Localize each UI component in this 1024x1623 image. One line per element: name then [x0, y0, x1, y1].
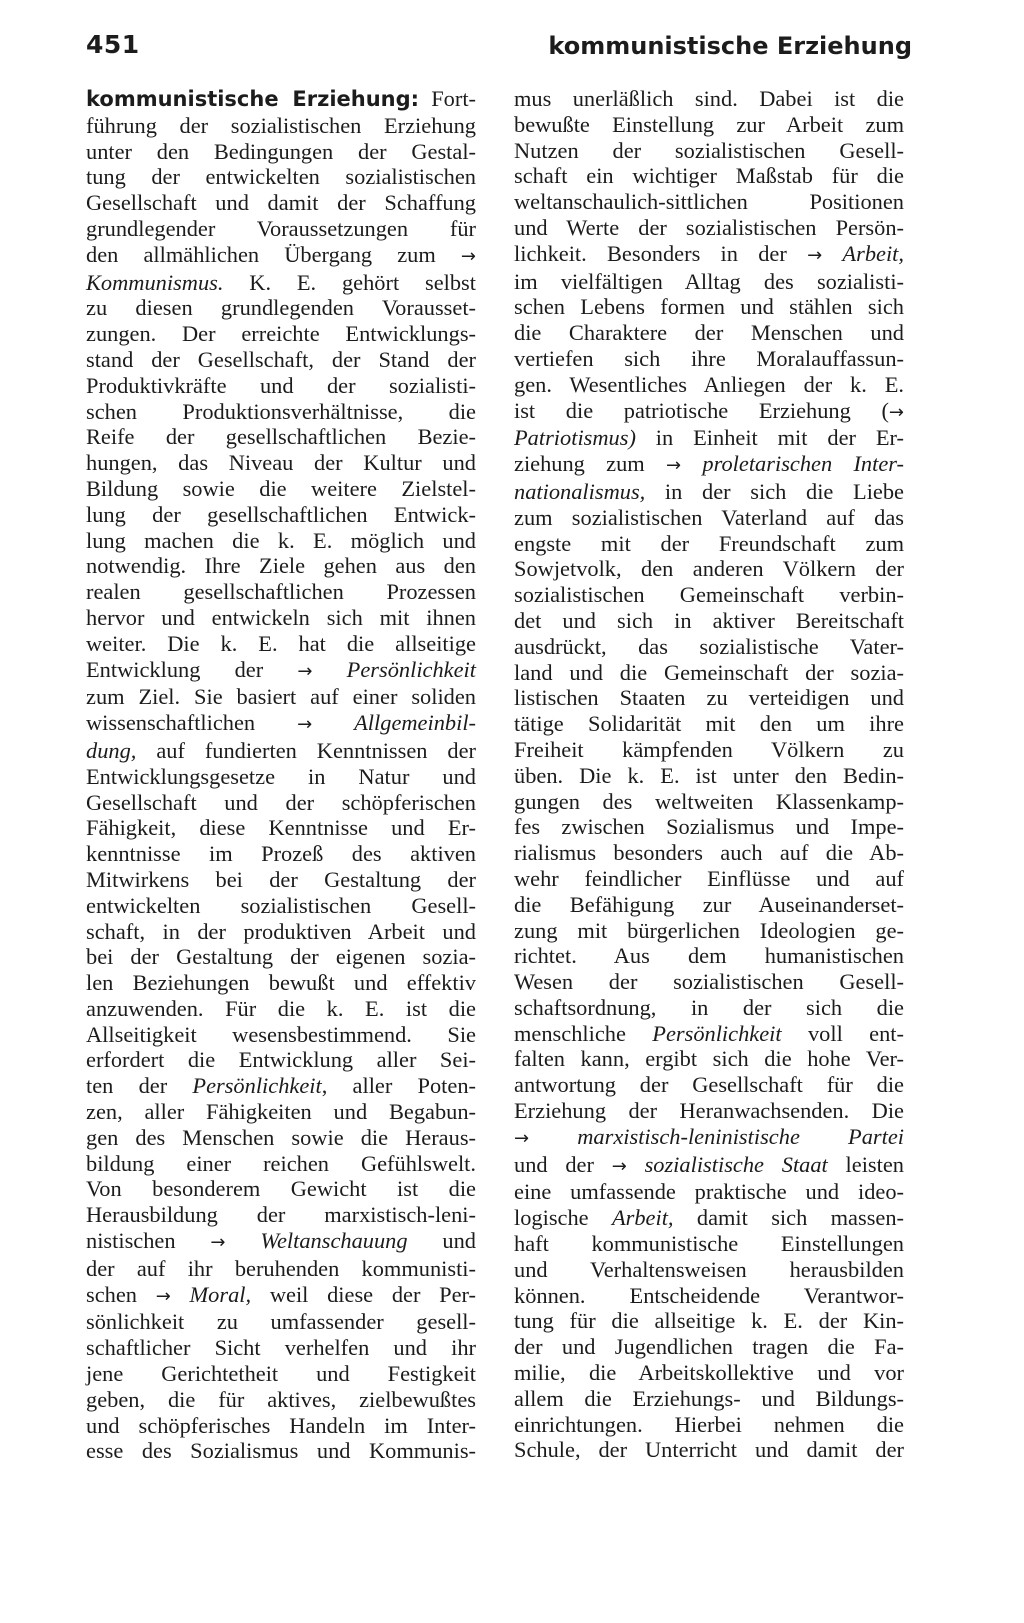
text-line: schaftsordnung, in der sich die — [514, 994, 904, 1020]
text-line: der auf ihr beruhenden kommunisti- — [86, 1255, 476, 1281]
text-line: menschliche Persönlichkeit voll ent- — [514, 1020, 904, 1046]
text-line: den allmählichen Übergang zum → — [86, 241, 476, 267]
text-line: Kommunismus. K. E. gehört selbst — [86, 269, 476, 295]
text-line: zum sozialistischen Vaterland auf das — [514, 504, 904, 530]
text-line: zungen. Der erreichte Entwicklungs- — [86, 321, 476, 347]
text-line: geben, die für aktives, zielbewußtes — [86, 1386, 476, 1412]
text-line: gungen des weltweiten Klassenkamp- — [514, 788, 904, 814]
text-line: mus unerläßlich sind. Dabei ist die — [514, 86, 904, 111]
text-line: führung der sozialistischen Erziehung — [86, 112, 476, 138]
text-line: schen → Moral, weil diese der Per- — [86, 1281, 476, 1307]
cross-reference-term: Persönlichkeit — [652, 1020, 782, 1046]
text-line: fes zwischen Sozialismus und Impe- — [514, 814, 904, 840]
text-line: Freiheit kämpfenden Völkern zu — [514, 736, 904, 762]
cross-reference-term: Persönlichkeit — [346, 656, 476, 682]
text-line: Patriotismus) in Einheit mit der Er- — [514, 425, 904, 451]
text-line: kenntnisse im Prozeß des aktiven — [86, 841, 476, 867]
text-line: lung der gesellschaftlichen Entwick- — [86, 501, 476, 527]
text-line: nistischen → Weltanschauung und — [86, 1228, 476, 1254]
text-line: weiter. Die k. E. hat die allseitige — [86, 630, 476, 656]
text-line: Entwicklung der → Persönlichkeit — [86, 656, 476, 682]
text-line: Sowjetvolk, den anderen Völkern der — [514, 556, 904, 582]
text-line: Mitwirkens bei der Gestaltung der — [86, 866, 476, 892]
text-line: tung der entwickelten sozialistischen — [86, 164, 476, 190]
text-line: schaft ein wichtiger Maßstab für die — [514, 163, 904, 189]
text-line: falten kann, ergibt sich die hohe Ver- — [514, 1046, 904, 1072]
text-line: jene Gerichtetheit und Festigkeit — [86, 1361, 476, 1387]
text-line: wehr feindlicher Einflüsse und auf — [514, 865, 904, 891]
running-head: kommunistische Erziehung — [548, 32, 912, 60]
text-line: können. Entscheidende Verantwor- — [514, 1282, 904, 1308]
text-line: len Beziehungen bewußt und effektiv — [86, 970, 476, 996]
text-line: wissenschaftlichen → Allgemeinbil- — [86, 710, 476, 736]
text-line: grundlegender Voraussetzungen für — [86, 215, 476, 241]
text-line: anzuwenden. Für die k. E. ist die — [86, 995, 476, 1021]
text-line: die Charaktere der Menschen und — [514, 320, 904, 346]
entry-lemma: kommunistische Erziehung: — [86, 87, 420, 111]
text-line: hungen, das Niveau der Kultur und — [86, 450, 476, 476]
cross-reference-term: sozialistische Staat — [644, 1151, 828, 1177]
cross-reference-arrow-icon: → — [888, 401, 904, 423]
text-line: haft kommunistische Einstellungen — [514, 1231, 904, 1257]
text-line: zung mit bürgerlichen Ideologien ge- — [514, 917, 904, 943]
right-column — [514, 86, 904, 1463]
cross-reference-arrow-icon: → — [297, 660, 313, 682]
text-line: schen Produktionsverhältnisse, die — [86, 398, 476, 424]
text-line: tätige Solidarität mit den um ihre — [514, 711, 904, 737]
text-line: logische Arbeit, damit sich massen- — [514, 1205, 904, 1231]
text-line: det und sich in aktiver Bereitschaft — [514, 607, 904, 633]
text-line: hervor und entwickeln sich mit ihnen — [86, 604, 476, 630]
cross-reference-term: Arbeit, — [842, 240, 904, 266]
cross-reference-term: Kommunismus. — [86, 269, 224, 295]
text-line: engste mit der Freundschaft zum — [514, 530, 904, 556]
cross-reference-arrow-icon: → — [210, 1232, 226, 1254]
text-line: ist die patriotische Erziehung (→ — [514, 397, 904, 423]
text-line: realen gesellschaftlichen Prozessen — [86, 579, 476, 605]
cross-reference-term: Allgemeinbil- — [354, 710, 476, 736]
cross-reference-arrow-icon: → — [514, 1127, 530, 1149]
text-line: üben. Die k. E. ist unter den Bedin- — [514, 762, 904, 788]
cross-reference-term: Arbeit, — [611, 1205, 674, 1231]
text-line: sozialistischen Gemeinschaft verbin- — [514, 582, 904, 608]
cross-reference-term: Persönlichkeit — [192, 1073, 322, 1099]
text-line: sönlichkeit zu umfassender gesell- — [86, 1309, 476, 1335]
text-line: schaft, in der produktiven Arbeit und — [86, 918, 476, 944]
text-line: allem die Erziehungs- und Bildungs- — [514, 1385, 904, 1411]
text-line: notwendig. Ihre Ziele gehen aus den — [86, 553, 476, 579]
text-line: nationalismus, in der sich die Liebe — [514, 478, 904, 504]
text-line: Allseitigkeit wesensbestimmend. Sie — [86, 1021, 476, 1047]
text-line: zen, aller Fähigkeiten und Begabun- — [86, 1099, 476, 1125]
cross-reference-term: marxistisch-leninistische Partei — [577, 1123, 904, 1149]
text-line: bei der Gestaltung der eigenen sozia- — [86, 944, 476, 970]
cross-reference-arrow-icon: → — [460, 245, 476, 267]
text-line: Bildung sowie die weitere Zielstel- — [86, 475, 476, 501]
text-line: unter den Bedingungen der Gestal- — [86, 138, 476, 164]
text-line: und Werte der sozialistischen Persön- — [514, 214, 904, 240]
text-line: Produktivkräfte und der sozialisti- — [86, 372, 476, 398]
text-line: ziehung zum → proletarischen Inter- — [514, 451, 904, 477]
text-line: weltanschaulich-sittlichen Positionen — [514, 189, 904, 215]
text-line: gen des Menschen sowie die Heraus- — [86, 1124, 476, 1150]
text-line: erfordert die Entwicklung aller Sei- — [86, 1047, 476, 1073]
text-line: kommunistische Erziehung: Fort- — [86, 86, 476, 111]
text-line: milie, die Arbeitskollektive und vor — [514, 1360, 904, 1386]
cross-reference-term: dung, — [86, 737, 137, 763]
text-line: bildung einer reichen Gefühlswelt. — [86, 1150, 476, 1176]
cross-reference-arrow-icon: → — [155, 1285, 171, 1307]
text-line: und Verhaltensweisen herausbilden — [514, 1256, 904, 1282]
text-line: listischen Staaten zu verteidigen und — [514, 685, 904, 711]
text-line: esse des Sozialismus und Kommunis- — [86, 1438, 476, 1464]
left-column — [86, 86, 476, 1464]
text-line: Gesellschaft und damit der Schaffung — [86, 190, 476, 216]
text-line: der und Jugendlichen tragen die Fa- — [514, 1334, 904, 1360]
text-line: schaftlicher Sicht verhelfen und ihr — [86, 1335, 476, 1361]
text-line: ausdrückt, das sozialistische Vater- — [514, 633, 904, 659]
text-line: schen Lebens formen und stählen sich — [514, 294, 904, 320]
cross-reference-term: Moral, — [189, 1281, 252, 1307]
text-line: Nutzen der sozialistischen Gesell- — [514, 137, 904, 163]
text-line: Fähigkeit, diese Kenntnisse und Er- — [86, 815, 476, 841]
text-line: zum Ziel. Sie basiert auf einer soliden — [86, 684, 476, 710]
text-line: im vielfältigen Alltag des sozialisti- — [514, 268, 904, 294]
text-line: lung machen die k. E. möglich und — [86, 527, 476, 553]
text-line: entwickelten sozialistischen Gesell- — [86, 892, 476, 918]
text-line: Reife der gesellschaftlichen Bezie- — [86, 424, 476, 450]
text-line: rialismus besonders auch auf die Ab- — [514, 840, 904, 866]
text-line: stand der Gesellschaft, der Stand der — [86, 346, 476, 372]
text-line: Wesen der sozialistischen Gesell- — [514, 969, 904, 995]
text-line: antwortung der Gesellschaft für die — [514, 1072, 904, 1098]
cross-reference-term: Weltanschauung — [260, 1228, 408, 1254]
text-line: ten der Persönlichkeit, aller Poten- — [86, 1073, 476, 1099]
cross-reference-term: proletarischen Inter- — [702, 451, 904, 477]
text-line: eine umfassende praktische und ideo- — [514, 1179, 904, 1205]
cross-reference-arrow-icon: → — [807, 244, 823, 266]
cross-reference-arrow-icon: → — [297, 714, 313, 736]
text-line: Schule, der Unterricht und damit der — [514, 1437, 904, 1463]
text-line: land und die Gemeinschaft der sozia- — [514, 659, 904, 685]
text-line: einrichtungen. Hierbei nehmen die — [514, 1411, 904, 1437]
cross-reference-arrow-icon: → — [611, 1155, 627, 1177]
text-line: die Befähigung zur Auseinanderset- — [514, 891, 904, 917]
text-line: Entwicklungsgesetze in Natur und — [86, 763, 476, 789]
text-line: bewußte Einstellung zur Arbeit zum — [514, 111, 904, 137]
page-number: 451 — [86, 30, 140, 59]
text-line: zu diesen grundlegenden Vorausset- — [86, 295, 476, 321]
text-line: Herausbildung der marxistisch-leni- — [86, 1202, 476, 1228]
cross-reference-arrow-icon: → — [666, 455, 682, 477]
cross-reference-term: Patriotismus) — [514, 425, 636, 451]
text-line: lichkeit. Besonders in der → Arbeit, — [514, 240, 904, 266]
text-line: Gesellschaft und der schöpferischen — [86, 789, 476, 815]
text-line: Von besonderem Gewicht ist die — [86, 1176, 476, 1202]
text-line: richtet. Aus dem humanistischen — [514, 943, 904, 969]
text-line: Erziehung der Heranwachsenden. Die — [514, 1098, 904, 1124]
text-line — [514, 1124, 904, 1152]
text-line: und schöpferisches Handeln im Inter- — [86, 1412, 476, 1438]
text-line: vertiefen sich ihre Moralauffassun- — [514, 345, 904, 371]
text-line: dung, auf fundierten Kenntnissen der — [86, 737, 476, 763]
text-line: und der → sozialistische Staat leisten — [514, 1151, 904, 1177]
cross-reference-term: nationalismus, — [514, 478, 646, 504]
text-line: tung für die allseitige k. E. der Kin- — [514, 1308, 904, 1334]
text-line: gen. Wesentliches Anliegen der k. E. — [514, 371, 904, 397]
